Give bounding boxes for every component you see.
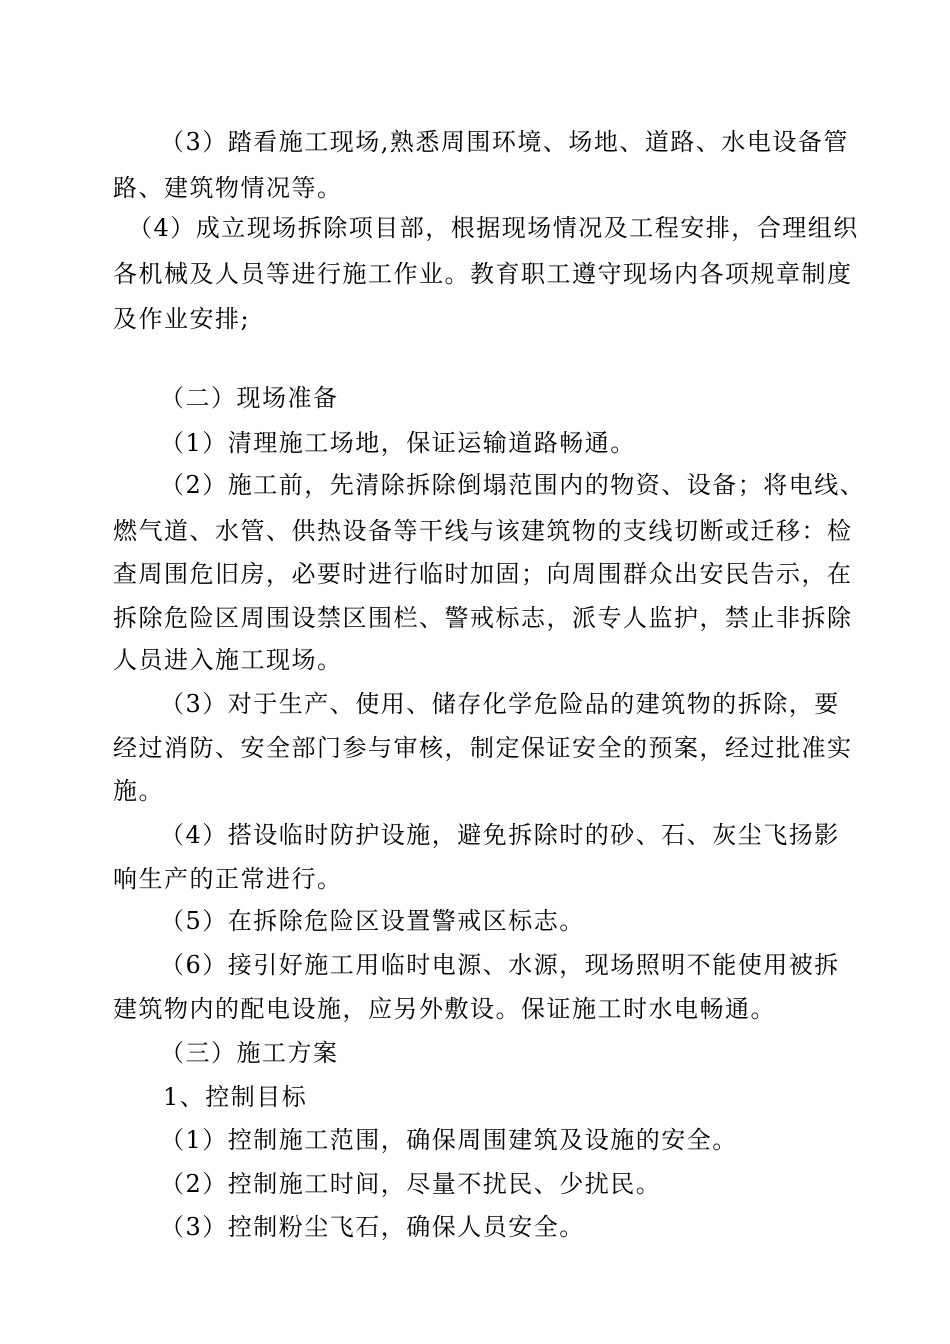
subheading-control-objectives: 1、控制目标: [163, 1083, 308, 1111]
list-item-control-dust: （3）控制粉尘飞石，确保人员安全。: [160, 1213, 585, 1241]
text-line: 燃气道、水管、供热设备等干线与该建筑物的支线切断或迁移：检: [113, 517, 853, 545]
text-line: 经过消防、安全部门参与审核，制定保证安全的预案，经过批准实: [113, 734, 853, 762]
text-line: 拆除危险区周围设禁区围栏、警戒标志，派专人监护，禁止非拆除: [113, 604, 853, 632]
section-heading-site-preparation: （二）现场准备: [160, 384, 339, 412]
text-line: （3）踏看施工现场,熟悉周围环境、场地、道路、水电设备管: [160, 128, 849, 156]
section-heading-construction-plan: （三）施工方案: [160, 1039, 339, 1067]
paragraph-clear-site: （1）清理施工场地，保证运输道路畅通。: [160, 429, 636, 457]
list-item-control-time: （2）控制施工时间，尽量不扰民、少扰民。: [160, 1170, 662, 1198]
text-line: （3）对于生产、使用、储存化学危险品的建筑物的拆除，要: [160, 690, 840, 718]
text-line: （2）施工前，先清除拆除倒塌范围内的物资、设备；将电线、: [160, 471, 866, 499]
paragraph-warning-signs: （5）在拆除危险区设置警戒区标志。: [160, 907, 585, 935]
text-line: 人员进入施工现场。: [113, 646, 343, 674]
text-line: （4）成立现场拆除项目部，根据现场情况及工程安排，合理组织: [128, 214, 859, 242]
text-line: 响生产的正常进行。: [113, 865, 343, 893]
text-line: 建筑物内的配电设施，应另外敷设。保证施工时水电畅通。: [113, 995, 776, 1023]
text-line: 各机械及人员等进行施工作业。教育职工遵守现场内各项规章制度: [113, 260, 853, 288]
list-item-control-scope: （1）控制施工范围，确保周围建筑及设施的安全。: [160, 1126, 738, 1154]
text-line: 施。: [113, 777, 164, 805]
text-line: 查周围危旧房，必要时进行临时加固；向周围群众出安民告示，在: [113, 560, 853, 588]
text-line: （4）搭设临时防护设施，避免拆除时的砂、石、灰尘飞扬影: [160, 821, 840, 849]
text-line: 路、建筑物情况等。: [113, 174, 343, 202]
text-line: （6）接引好施工用临时电源、水源，现场照明不能使用被拆: [160, 951, 840, 979]
text-line: 及作业安排;: [113, 305, 251, 333]
